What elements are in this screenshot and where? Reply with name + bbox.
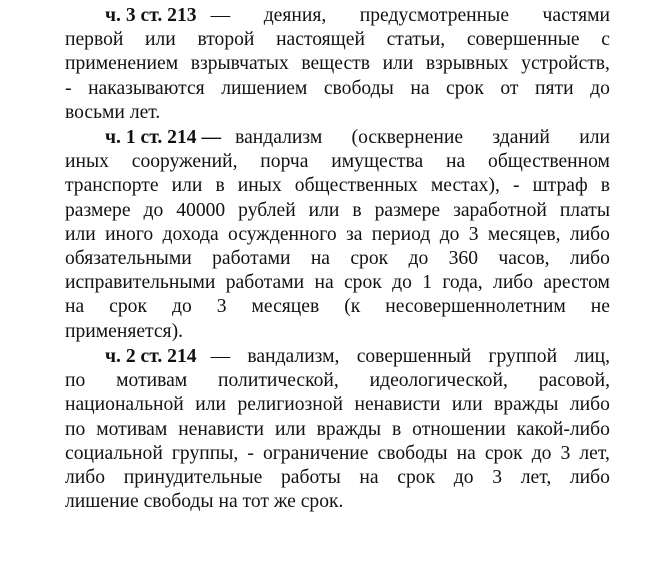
paragraph-ch1-st214 — [65, 126, 610, 344]
text-line: обязательными работами на срок до 360 часов, либо — [65, 247, 610, 269]
text-line: на срок до 3 месяцев (к несовершеннолетним не — [65, 296, 610, 318]
text-line: — деяния, предусмотренные частями — [210, 5, 610, 26]
text-line: или иного дохода осужденного за период до 3 месяцев, либо — [65, 223, 610, 245]
text-line: восьми лет. — [65, 101, 161, 123]
paragraph-first-line — [65, 345, 610, 369]
paragraph-ch3-st213 — [65, 4, 610, 125]
article-reference: ч. 2 ст. 214 — [105, 346, 197, 367]
text-line: — вандализм, совершенный группой лиц, — [210, 346, 610, 367]
text-line: - наказываются лишением свободы на срок от пяти до — [65, 77, 610, 99]
text-line: применением взрывчатых веществ или взрывных устройств, — [65, 53, 610, 75]
text-line: вандализм (осквернение зданий или — [235, 127, 610, 148]
text-line: социальной группы, - ограничение свободы на срок до 3 лет, — [65, 442, 610, 464]
text-line: транспорте или в иных общественных местах), - штраф в — [65, 175, 610, 197]
text-line: первой или второй настоящей статьи, совершенные с — [65, 29, 610, 51]
text-line: исправительными работами на срок до 1 года, либо арестом — [65, 272, 610, 294]
text-line: лишение свободы на тот же срок. — [65, 491, 344, 513]
text-line: по мотивам ненависти или вражды в отношении какой-либо — [65, 418, 610, 440]
paragraph-first-line — [65, 126, 610, 150]
article-reference: ч. 3 ст. 213 — [105, 5, 197, 26]
text-line: по мотивам политической, идеологической, расовой, — [65, 370, 610, 392]
article-reference: ч. 1 ст. 214 — — [105, 127, 222, 148]
text-line: иных сооружений, порча имущества на общественном — [65, 151, 610, 173]
paragraph-ch2-st214 — [65, 345, 610, 514]
text-line: размере до 40000 рублей или в размере заработной платы — [65, 199, 610, 221]
text-line: применяется). — [65, 320, 183, 342]
text-line: национальной или религиозной ненависти или вражды либо — [65, 394, 610, 416]
text-line: либо принудительные работы на срок до 3 лет, либо — [65, 466, 610, 488]
paragraph-first-line — [65, 4, 610, 28]
